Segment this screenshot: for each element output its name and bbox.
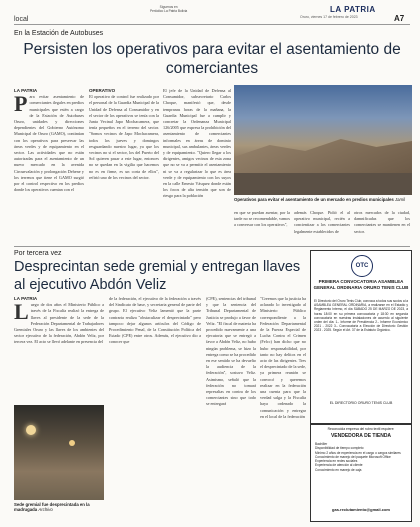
caption-credit: Archivo — [38, 507, 53, 513]
story1-column-5 — [294, 210, 350, 242]
photo-hills — [234, 133, 412, 173]
job-ad-title: VENDEDORA DE TIENDA — [330, 433, 392, 439]
story2-column-4 — [260, 296, 306, 520]
story1-column-4 — [234, 210, 290, 242]
story1-column-3 — [163, 88, 231, 238]
story-divider — [14, 246, 410, 247]
dropcap: P — [14, 91, 28, 117]
ad-title: PRIMERA CONVOCATORIA ASAMBLEA GENERAL ORDINARIA ORURO TENIS CLUB — [313, 279, 409, 290]
story2-col3-text: (CPE), sentencias del tribunal y que la sentencia del Tribunal Departamental de Justicia se produjo a favor de Veliz. "El fiscal de materia ha procedido nuevamente a una ejecutoria que se entregó a favor a Abdón Veliz, no hubo ningún problema, se hizo la entrega como se ha procedido en ese sentido se ha devuelto la audiencia de la federación", sostuvo Veliz. Asimismo, señaló que la federación no tomará represalias en contra de los comerciantes sino que todo se entregará — [206, 296, 256, 407]
list-item: Conocimiento de manejo del paquete Microsoft Office — [315, 454, 391, 459]
issue-date: Oruro, viernes 17 de febrero de 2023 — [300, 15, 358, 19]
story1-kicker: En la Estación de Autobuses — [14, 30, 104, 37]
promo-line: Periódico La Patria Bolivia — [150, 9, 188, 13]
page-number: A7 — [394, 14, 405, 23]
job-ad — [310, 424, 412, 522]
story2-col2-text: de la federación, el ejecutivo de la federación a través del Sindicato de base, y secretaria general de parte del grupo. El ejecutivo Veliz lamentó que la parte contraria realiza "obstaculizar el desprecintado" pero tampoco dejar algunos artículos del Código de Procedimiento Penal, de la Constitución Política del Estado (CPE) entre otros. Además, el ejecutivo dio a conocer que — [109, 296, 201, 345]
dropcap: L — [14, 299, 29, 325]
story1-headline: Persisten los operativos para evitar el asentamiento de comerciantes — [23, 41, 401, 77]
story2-column-1 — [14, 296, 104, 402]
list-item: Experiencia de atención al cliente — [315, 463, 363, 468]
story1-column-1 — [14, 88, 84, 238]
story1-col6-text: otros mercados de la ciudad, damnificadas que los comerciantes se mantienen en el sector. — [354, 210, 410, 234]
job-ad-head: Reconocida empresa del rubro textil requiere: — [327, 427, 395, 431]
story1-caption — [234, 197, 410, 202]
story2-headline: Desprecintan sede gremial y entregan llaves al ejecutivo Abdón Veliz — [14, 259, 301, 293]
caption-text: Sede gremial fue desprecintada en la madrugada — [14, 502, 90, 513]
story1-byline: LA PATRIA — [14, 88, 38, 93]
story1-col5-text: además Choque. Pidió el al operativo municipal, recién a concientizar a los comerciantes legalmente establecidos de — [294, 210, 350, 234]
story2-col1-text: uego de dos años el Ministerio Público a través de la Fiscalía realizó la entrega de llaves al presidente de la sede de la Federación Departamental de Trabajadores Gremiales Oruro y las llaves de los ambientes del sector ejecutivo de la federación, Abdón Veliz, por tercera vez. El acto se llevó adelante en presencia del — [14, 302, 104, 345]
newspaper-logo: LA PATRIA — [330, 5, 376, 14]
story1-col4-text: en que se puedan asentar, por la tarde no se recomendable, vamos a conversar con los operativos", — [234, 210, 290, 228]
sede-photo — [14, 405, 104, 500]
story2-kicker: Por tercera vez — [14, 250, 62, 257]
caption-credit: Jamil — [394, 197, 405, 202]
job-requirements — [315, 442, 407, 472]
section-label: local — [14, 16, 29, 23]
ad-signature: EL DIRECTORIO ORURO TENIS CLUB — [329, 401, 393, 405]
list-item: Mínimo 2 años de experiencia en el cargo o cargos similares — [315, 450, 401, 455]
story2-column-2 — [109, 296, 201, 520]
job-email[interactable]: gas.reclutamiento@gmail.com — [332, 507, 390, 512]
list-item: Conocimiento en manejo de caja — [315, 467, 362, 472]
club-logo-icon: OTC — [351, 255, 373, 277]
ad-body: El Directorio del Oruro Tenis Club, convoca a todos sus socios a la ASAMBLEA GENERAL ORDINARIA, a realizarse en el Estadio y Reglamento Interno, el día SÁBADO 25 DE MARZO DE 2023, a horas 18:00 en su primera convocatoria y 18:30 en segunda convocatoria en nuestras instalaciones de acuerdo al siguiente orden del día: 1.- Informe de Presidencia 2.- Informe Económico 2021 - 2022 3.- Convocatoria a Elección de Directorio Gestión 2023 - 2025. Según el Art. 37 de la Estatuto Orgánico. — [314, 299, 409, 333]
story1-column-6 — [354, 210, 410, 242]
operativo-photo — [234, 85, 412, 195]
caption-text: Operativos para evitar el asentamiento de un mercado en predios municipales — [234, 197, 394, 202]
tenis-club-ad — [310, 250, 412, 424]
photo-lamp — [69, 440, 75, 446]
story1-subhead: OPERATIVO — [89, 88, 116, 93]
photo-lamp — [26, 425, 36, 435]
list-item: Disponibilidad de tiempo completo — [315, 446, 364, 451]
story2-byline: LA PATRIA — [14, 296, 38, 301]
story1-col3-text: El jefe de la Unidad de Defensa al Consumidor, subsecretario Carlos Choque, manifestó que, desde tempranas horas de la mañana, la Guardia Municipal fue a cumplir y concretar la Ordenanza Municipal 126/2005 que expresa la prohibición del asentamiento de comerciantes informales en áreas de dominio municipal, sus ambulantes, áreas verdes y de equipamiento. "Quiero llegar a los dirigentes, amigos vecinos de esta zona que no se va a permitir el asentamiento ni se va a regularizar lo que es área verde y de equipamiento con los suyos en la calle Ernesto Vásquez donde están los focos de alta tensión que son de riesgo para la población — [163, 88, 231, 199]
header-divider — [14, 24, 410, 25]
story1-column-2 — [89, 88, 159, 238]
story2-column-3 — [206, 296, 256, 520]
social-promo — [150, 5, 187, 13]
story1-col2-text: El operativo de control fue realizado por el personal de la Guardia Municipal de la Unidad de Defensa al Consumidor y en el sector de los operativos se tenía con la Junta Vecinal Japo Mochacamera, que tenía pequeños en el terreno del sector. "Somos vecinos de Japo Mochacamera, todos los jueves y domingos resguardando nuestro lugar, ya que los vecinos no si el sector, los del Puerto del Sol quieren pasar a este lugar, entonces no se quedan en la vigilia que hacemos no es en firme, es un corta de ellos", refirió uno de los vecinos del sector. — [89, 94, 159, 180]
list-item: Experiencia en redes sociales — [315, 459, 358, 464]
story2-caption — [14, 502, 104, 512]
photo-road — [234, 173, 412, 195]
story2-col4-text: "Creemos que la justicia ha aclarado lo investigado al Ministerio Público correspondiente a la Federación Departamental de la Fuerza Especial de Lucha Contra el Crimen (Felcc) han dicho que no hubo responsabilidad, por tanto no hay delitos en el acto de las dirigentes. Tres el desprecintado de la sede, ya primera reunión se convocó y queremos realizar en la federación una cuenta para que la verdad salga y la Fiscalía haya ordenado la comunicación y entregar en el local de la federación — [260, 296, 306, 419]
list-item: Bachiller — [315, 442, 328, 446]
story1-col1-text: ara evitar asentamiento de comerciantes ilegales en predios municipales que estén a cargo de la Estación de Autobuses Oruro, unidades y direcciones dependientes del Gobierno Autónomo Municipal de Oruro (GAMO), continúan con los operativos para preservar las áreas verdes y de equipamiento en el sector. Las actividades que no están autorizadas para el asentamiento de un nuevo mercado en la avenida Circunvalación y prolongación Dehene y los terrenos que tiene el GAMO surgió por el control respectivo en los predios donde los operativos cuentan con el — [14, 94, 84, 193]
promo-line: Síguenos en — [159, 5, 178, 9]
